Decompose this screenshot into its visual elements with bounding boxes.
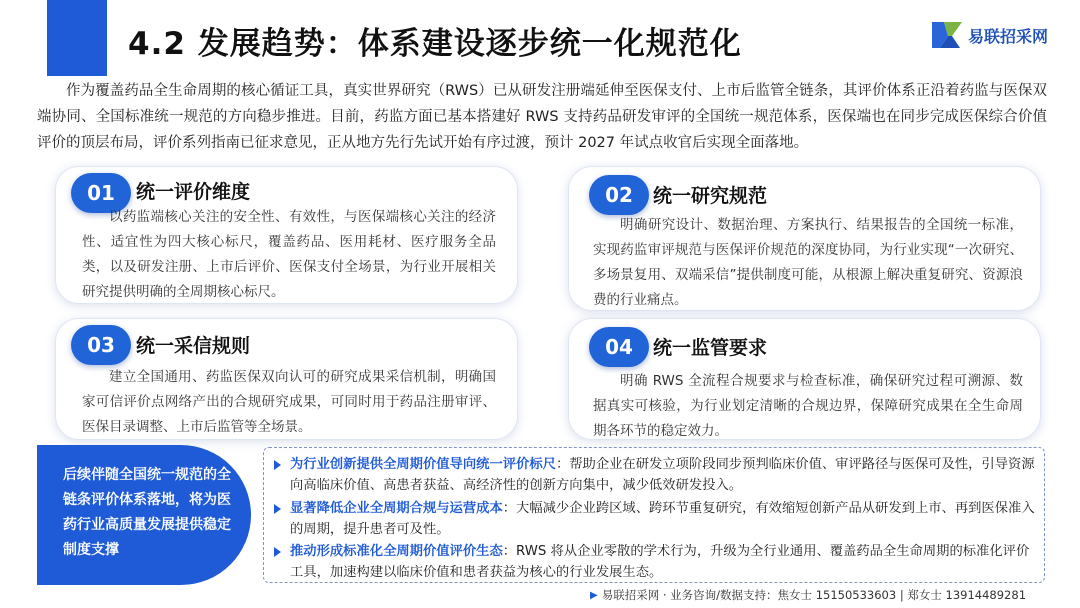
card-title: 统一研究规范 <box>653 185 768 207</box>
card-research-standard <box>568 166 1041 311</box>
card-title: 统一监管要求 <box>653 337 768 359</box>
card-number-badge: 02 <box>589 175 649 215</box>
logo-text: 易联招采网 <box>968 26 1049 46</box>
bullet-triangle-icon <box>274 504 281 514</box>
summary-bullet <box>274 498 1038 540</box>
card-evaluation-dimension <box>55 166 518 304</box>
title-accent-bar <box>47 0 107 76</box>
footer-contact: 易联招采网 · 业务咨询/数据支持：焦女士 15150533603 | 郑女士 13914489281 <box>601 588 1027 602</box>
card-title: 统一采信规则 <box>136 335 251 357</box>
card-body: 明确 RWS 全流程合规要求与检查标准，确保研究过程可溯源、数据真实可核验，为行业划定清晰的合规边界，保障研究成果在全生命周期各环节的稳定效力。 <box>593 373 1023 439</box>
summary-label: 后续伴随全国统一规范的全链条评价体系落地，将为医药行业高质量发展提供稳定制度支撑 <box>37 445 251 585</box>
bullet-highlight: 推动形成标准化全周期价值评价生态 <box>290 544 503 559</box>
bullet-text: ：帮助企业在研发立项阶段同步预判临床价值、审评路径与医保可及性，引导资源向高临床价值、高患者获益、高经济性的创新方向集中，减少低效研发投入。 <box>290 457 1035 493</box>
bullet-text: ：RWS 将从企业零散的学术行为，升级为全行业通用、覆盖药品全生命周期的标准化评价工具，加速构建以临床价值和患者获益为核心的行业发展生态。 <box>290 544 1030 580</box>
logo-icon <box>930 18 964 52</box>
card-body: 以药监端核心关注的安全性、有效性，与医保端核心关注的经济性、适宜性为四大核心标尺，覆盖药品、医用耗材、医疗服务全品类，以及研发注册、上市后评价、医保支付全场景，为行业开展相关研究提供明确的全周期核心标尺。 <box>82 209 496 300</box>
card-number-badge: 03 <box>71 325 131 365</box>
summary-bullet <box>274 541 1038 583</box>
bullet-text: ：大幅减少企业跨区域、跨环节重复研究，有效缩短创新产品从研发到上市、再到医保准入的周期，提升患者可及性。 <box>290 501 1035 537</box>
intro-paragraph: 作为覆盖药品全生命周期的核心循证工具，真实世界研究（RWS）已从研发注册端延伸至医保支付、上市后监管全链条，其评价体系正沿着药监与医保双端协同、全国标准统一规范的方向稳步推进。目前，药监方面已基本搭建好 RWS 支持药品研发审评的全国统一规范体系，医保端也在同步完成医保综合价值评价的顶层布局，评价系列指南已征求意见，正从地方先行先试开始有序过渡，预计 2027 年试点收官后实现全面落地。 <box>37 83 1047 151</box>
summary-bullet <box>274 454 1038 496</box>
bullet-highlight: 为行业创新提供全周期价值导向统一评价标尺 <box>290 457 556 472</box>
card-title: 统一评价维度 <box>136 181 251 203</box>
bullet-triangle-icon <box>274 547 281 557</box>
card-body: 明确研究设计、数据治理、方案执行、结果报告的全国统一标准，实现药监审评规范与医保评价规范的深度协同，为行业实现“一次研究、多场景复用、双端采信”提供制度可能，从根源上解决重复研究、资源浪费的行业痛点。 <box>593 217 1023 308</box>
brand-logo <box>930 18 1048 52</box>
footer <box>590 586 1060 604</box>
bullet-highlight: 显著降低企业全周期合规与运营成本 <box>290 501 503 516</box>
summary-section <box>37 445 1047 585</box>
summary-bullet-box <box>263 447 1045 583</box>
page-title: 4.2 发展趋势：体系建设逐步统一化规范化 <box>128 26 742 62</box>
card-number-badge: 04 <box>589 327 649 367</box>
card-body: 建立全国通用、药监医保双向认可的研究成果采信机制，明确国家可信评价点网络产出的合规研究成果，可同时用于药品注册审评、医保目录调整、上市后监管等全场景。 <box>82 369 496 435</box>
card-adoption-rules <box>55 318 518 440</box>
footer-arrow-icon: ▶ <box>590 589 598 601</box>
card-supervision-requirements <box>568 318 1041 440</box>
bullet-triangle-icon <box>274 460 281 470</box>
card-number-badge: 01 <box>71 173 131 213</box>
